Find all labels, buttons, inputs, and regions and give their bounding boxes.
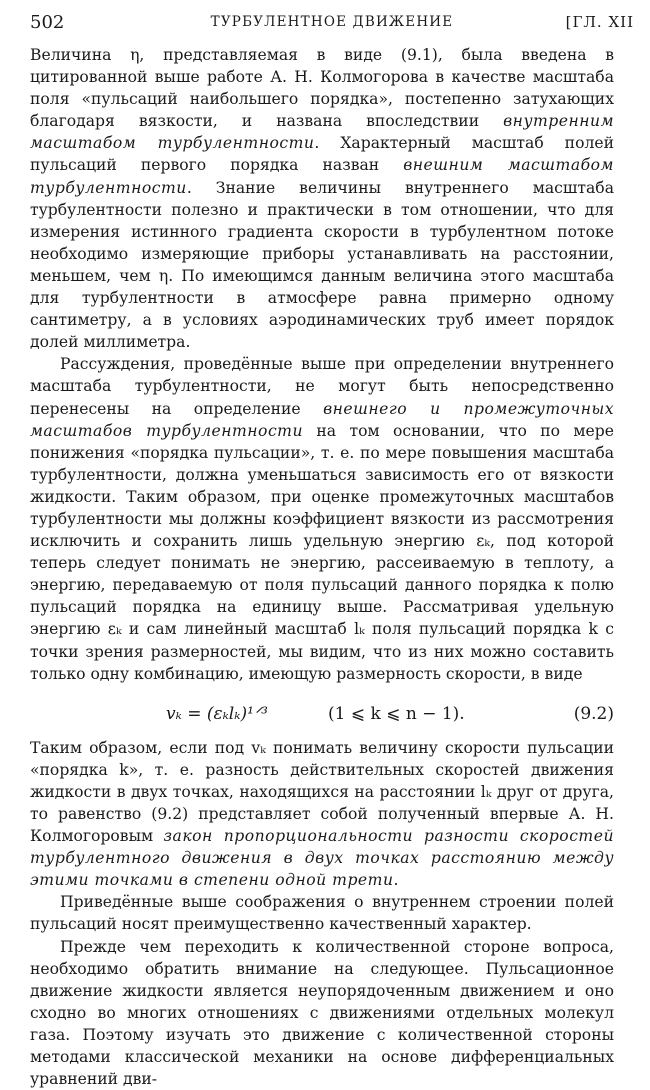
text-run: . [393,871,399,890]
paragraph-4: Приведённые выше соображения о внутреннем строении полей пульсаций носят преимущественно качественный характер. [30,893,614,934]
text-run: Величина η, представляемая в виде (9.1), была введена в цитированной выше работе А. Н. Колмогорова в качестве масштаба поля «пульсаций наибольшего порядка», постепенно затухающих благодаря вязкости, и названа впоследствии [30,46,614,131]
emphasis-inner-scale: внутренним масштабом турбулентности [30,112,614,153]
formula-expression: vₖ = (εₖlₖ)¹ᐟ³ [166,703,268,724]
paragraph-1 [30,44,614,353]
text-run: Рассуждения, проведённые выше при определении внутреннего масштаба турбулентности, не могут быть непосредственно перенесены на определение [30,355,614,418]
text-run: на том основании, что по мере понижения «порядка пульсации», т. е. по мере повышения масштаба турбулентности, должна уменьшаться зависимость его от вязкости жидкости. Таким образом, при оценке промежуточных масштабов турбулентности мы должны коэффициент вязкости из рассмотрения исключить и сохранить лишь удельную энергию εₖ, под которой теперь следует понимать не энергию, рассеиваемую в теплоту, а энергию, передаваемую от поля пульсаций данного порядка к полю пульсаций порядка на единицу выше. Рассматривая удельную энергию εₖ и сам линейный масштаб lₖ поля пульсаций порядка k с точки зрения размерностей, мы видим, что из них можно составить только одну комбинацию, имеющую размерность скорости, в виде [30,421,614,683]
chapter-label: [ГЛ. XII [565,13,634,31]
paragraph-5: Прежде чем переходить к количественной стороне вопроса, необходимо обратить внимание на следующее. Пульсационное движение жидкости является неупорядоченным движением и оно сходно во многих отношениях с движениями отдельных молекул газа. Поэтому изучать это движение с количественной стороны методами классической механики на основе дифференциальных уравнений дви- [30,937,614,1089]
equation-number: (9.2) [573,703,614,724]
paragraph-2 [30,353,614,684]
formula-condition: (1 ⩽ k ⩽ n − 1). [328,703,465,724]
text-run: . Знание величины внутреннего масштаба турбулентности полезно и практически в том отношении, что для измерения истинного градиента скорости в турбулентном потоке необходимо измеряющие приборы устанавливать на расстоянии, меньшем, чем η. По имеющимся данным величина этого масштаба для турбулентности в атмосфере равна примерно одному сантиметру, а в условиях аэродинамических труб имеет порядок долей миллиметра. [30,178,614,352]
text-run: Таким образом, если под vₖ понимать величину скорости пульсации «порядка k», т. е. разность действительных скоростей движения жидкости в двух точках, находящихся на расстоянии lₖ друг от друга, то равенство (9.2) представляет собой полученный впервые А. Н. Колмогоровым [30,738,614,846]
text-run: . Характерный масштаб полей пульсаций первого порядка назван [30,134,614,175]
formula-9-2 [30,699,614,731]
page-number: 502 [30,12,65,33]
paragraph-3 [30,737,614,892]
emphasis-kolmogorov-law: закон пропорциональности разности скоростей турбулентного движения в двух точках расстоянию между этими точками в степени одной трети [30,827,614,890]
emphasis-outer-scale: внешним масштабом турбулентности [30,156,614,197]
running-title: ТУРБУЛЕНТНОЕ ДВИЖЕНИЕ [210,14,454,30]
running-header [30,12,634,36]
emphasis-intermediate-scales: внешнего и промежуточных масштабов турбулентности [30,399,614,440]
page-body [30,44,614,1090]
